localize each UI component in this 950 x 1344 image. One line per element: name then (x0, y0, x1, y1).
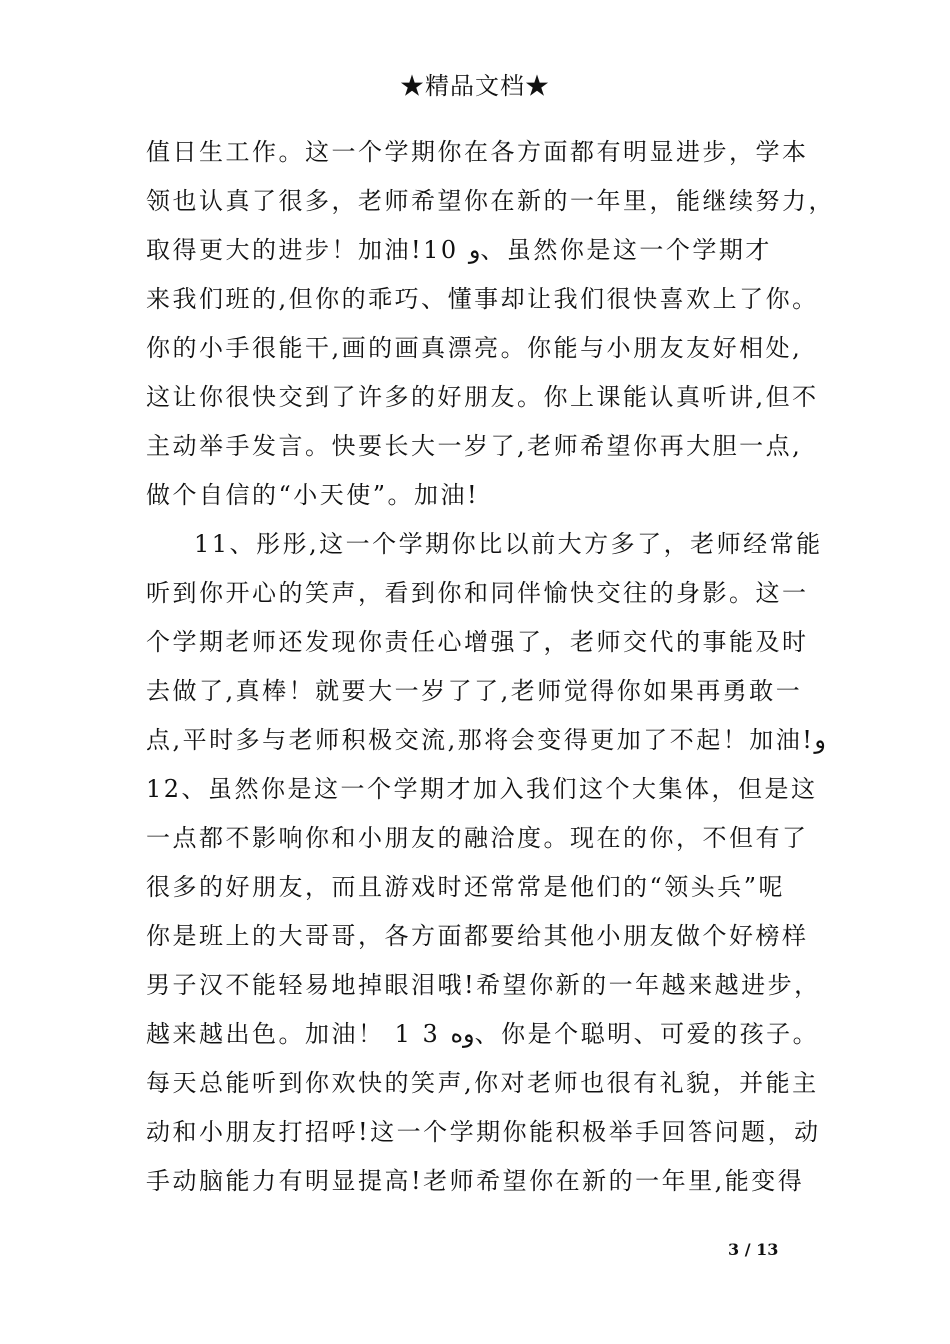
text-line: 来我们班的,但你的乖巧、懂事却让我们很快喜欢上了你。 (146, 285, 819, 313)
text-line: 去做了,真棒！就要大一岁了了,老师觉得你如果再勇敢一 (146, 677, 803, 705)
text-line: 值日生工作。这一个学期你在各方面都有明显进步，学本 (146, 138, 809, 166)
text-line: 主动举手发言。快要长大一岁了,老师希望你再大胆一点, (146, 432, 803, 460)
text-line: 点,平时多与老师积极交流,那将会变得更加了不起！加油!و (146, 726, 826, 754)
text-line: 个学期老师还发现你责任心增强了，老师交代的事能及时 (146, 628, 809, 656)
text-line: 取得更大的进步！加油!10 و、虽然你是这一个学期才 (146, 236, 772, 264)
page-number: 3 / 13 (728, 1240, 779, 1259)
text-line: 你的小手很能干,画的画真漂亮。你能与小朋友友好相处, (146, 334, 803, 362)
text-line: 动和小朋友打招呼!这一个学期你能积极举手回答问题，动 (146, 1118, 821, 1146)
text-line: 12、虽然你是这一个学期才加入我们这个大集体，但是这 (146, 775, 818, 803)
document-body (146, 128, 835, 1206)
text-line: 男子汉不能轻易地掉眼泪哦!希望你新的一年越来越进步， (146, 971, 821, 999)
text-line: 很多的好朋友，而且游戏时还常常是他们的“领头兵”呢 (146, 873, 786, 901)
paragraph-start-line: 11、彤彤,这一个学期你比以前大方多了，老师经常能 (194, 530, 823, 558)
text-line: 听到你开心的笑声，看到你和同伴愉快交往的身影。这一 (146, 579, 809, 607)
text-line: 越来越出色。加油！ 1 3 وه、你是个聪明、可爱的孩子。 (146, 1020, 820, 1048)
text-line: 做个自信的“小天使”。加油! (146, 481, 480, 509)
text-line: 领也认真了很多，老师希望你在新的一年里，能继续努力， (146, 187, 835, 215)
text-line: 你是班上的大哥哥，各方面都要给其他小朋友做个好榜样 (146, 922, 809, 950)
text-line: 每天总能听到你欢快的笑声,你对老师也很有礼貌，并能主 (146, 1069, 819, 1097)
text-line: 一点都不影响你和小朋友的融洽度。现在的你，不但有了 (146, 824, 809, 852)
text-line: 手动脑能力有明显提高!老师希望你在新的一年里,能变得 (146, 1167, 805, 1195)
page-header: ★精品文档★ (400, 72, 550, 100)
text-line: 这让你很快交到了许多的好朋友。你上课能认真听讲,但不 (146, 383, 819, 411)
